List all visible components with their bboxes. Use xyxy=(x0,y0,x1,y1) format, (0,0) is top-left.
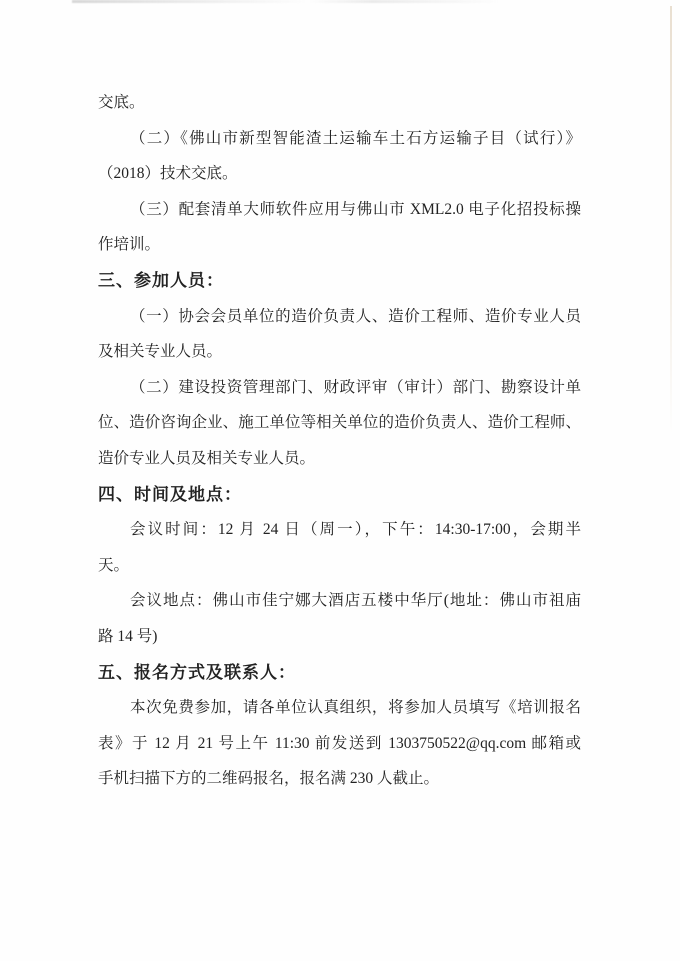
paragraph-line: 表》于 12 月 21 号上午 11:30 前发送到 1303750522@qq.com 邮箱或 xyxy=(98,734,581,752)
paragraph-line: 会议时间：12 月 24 日（周一），下午：14:30-17:00，会期半 xyxy=(130,521,581,539)
document-text-block xyxy=(98,85,581,797)
paragraph-line: （二）建设投资管理部门、财政评审（审计）部门、勘察设计单 xyxy=(130,378,581,396)
paragraph-line: （二）《佛山市新型智能渣土运输车土石方运输子目（试行）》 xyxy=(130,129,581,147)
scan-smudge-top xyxy=(72,0,502,3)
heading-section-5: 五、报名方式及联系人： xyxy=(98,662,296,682)
paragraph-line: 造价专业人员及相关专业人员。 xyxy=(98,449,316,467)
paragraph-line: （一）协会会员单位的造价负责人、造价工程师、造价专业人员 xyxy=(130,307,581,325)
paragraph-line: 路 14 号) xyxy=(98,627,158,645)
paragraph-line: 及相关专业人员。 xyxy=(98,343,223,361)
paragraph-line: 手机扫描下方的二维码报名，报名满 230 人截止。 xyxy=(98,770,440,788)
paragraph-line: 作培训。 xyxy=(98,236,161,254)
paragraph-line: 天。 xyxy=(98,556,130,574)
paragraph-line: 会议地点：佛山市佳宁娜大酒店五楼中华厅(地址：佛山市祖庙 xyxy=(130,592,581,610)
scan-line-right xyxy=(670,6,672,436)
paragraph-line: 本次免费参加，请各单位认真组织，将参加人员填写《培训报名 xyxy=(130,699,581,717)
paragraph-line: （2018）技术交底。 xyxy=(98,165,238,183)
paragraph-line: 交底。 xyxy=(98,94,145,111)
heading-section-4: 四、时间及地点： xyxy=(98,484,242,504)
heading-section-3: 三、参加人员： xyxy=(98,270,224,290)
paragraph-line: （三）配套清单大师软件应用与佛山市 XML2.0 电子化招投标操 xyxy=(130,200,581,218)
paragraph-line: 位、造价咨询企业、施工单位等相关单位的造价负责人、造价工程师、 xyxy=(98,414,581,432)
